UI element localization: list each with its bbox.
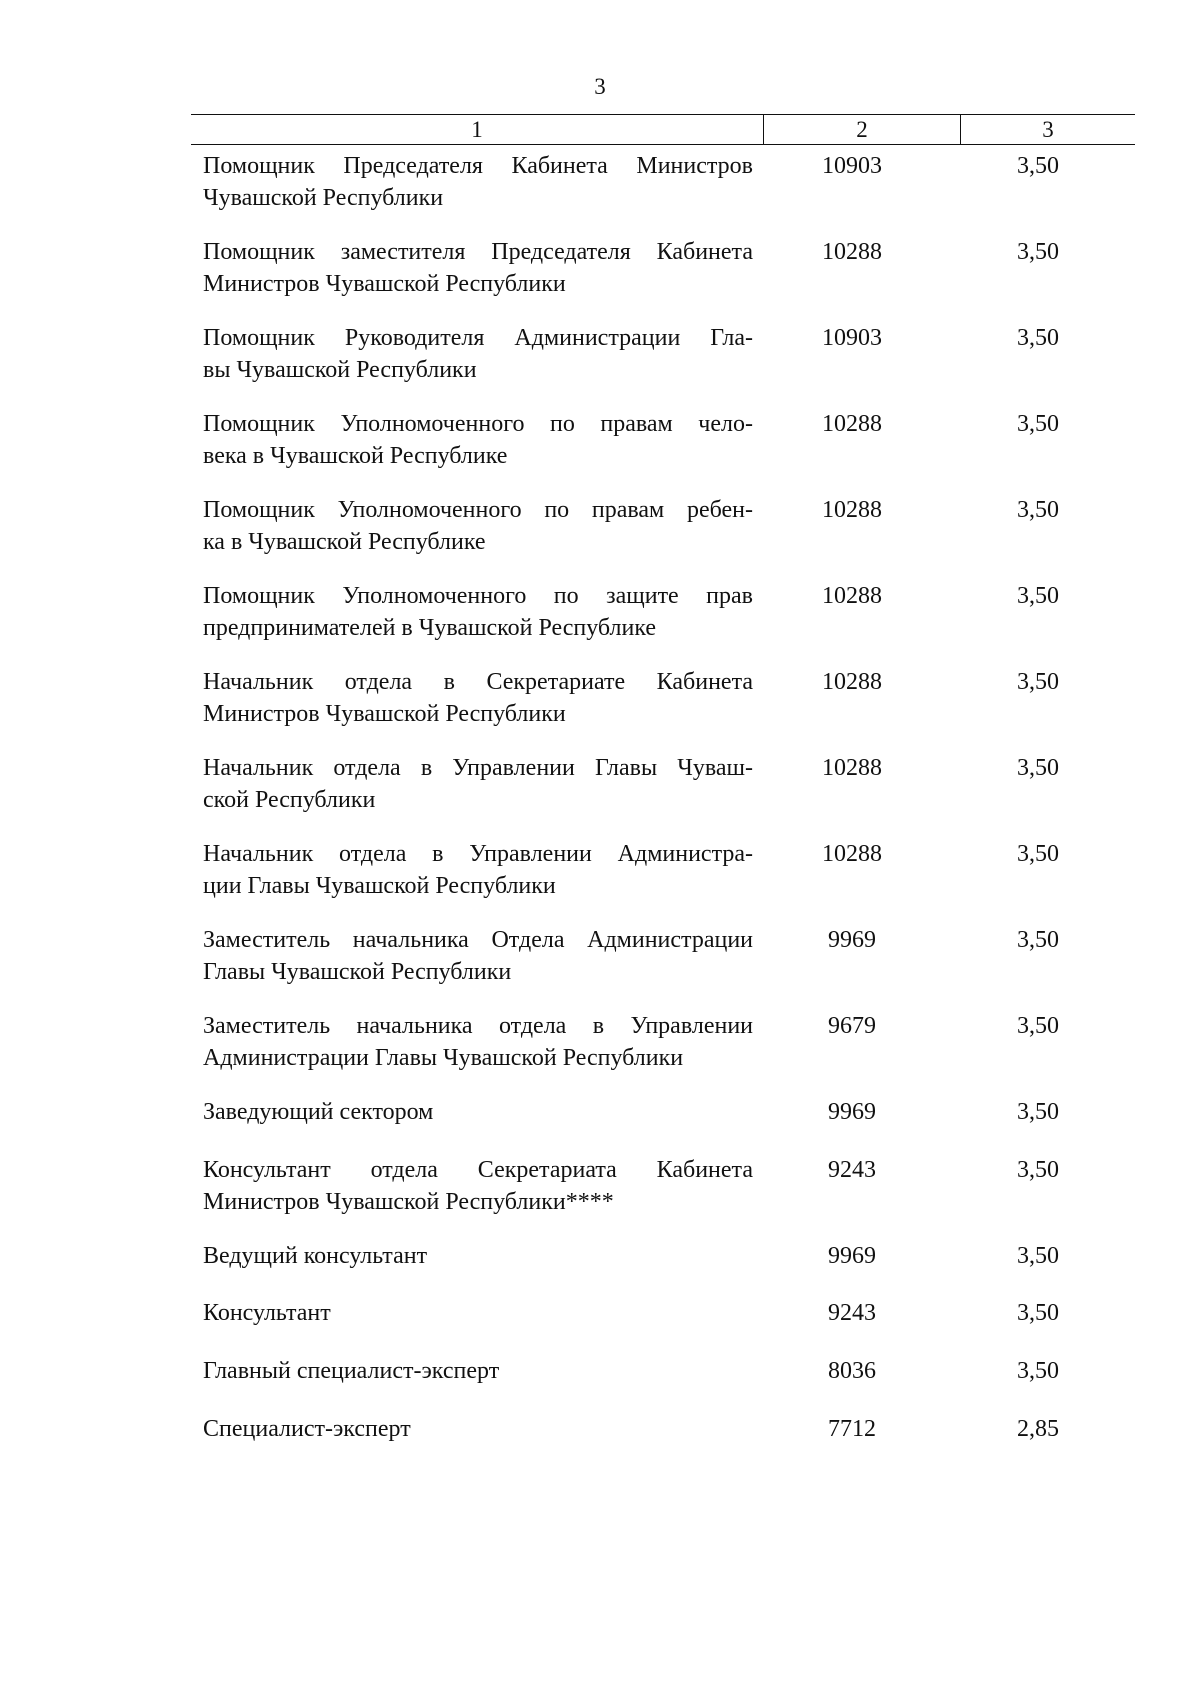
salary-value: 8036 [828,1358,876,1384]
position-name-line: Помощник Уполномоченного по защите прав [203,583,753,609]
coefficient-value: 3,50 [1017,497,1059,523]
coefficient-value: 2,85 [1017,1416,1059,1442]
position-name-line: Помощник заместителя Председателя Кабинета [203,239,753,265]
salary-value: 10288 [822,239,882,265]
position-name-line: Консультант отдела Секретариата Кабинета [203,1157,753,1183]
position-name [203,1297,753,1329]
position-name-line: Специалист-эксперт [203,1416,411,1442]
position-name-line: ской Республики [203,787,376,813]
salary-value: 10903 [822,325,882,351]
position-name-line: Министров Чувашской Республики [203,271,566,297]
salary-value: 9243 [828,1300,876,1326]
position-name-line: предпринимателей в Чувашской Республике [203,615,657,641]
position-name-line: Помощник Руководителя Администрации Гла- [203,325,753,351]
position-name-line: Помощник Уполномоченного по правам ребен- [203,497,753,523]
position-name-line: Начальник отдела в Секретариате Кабинета [203,669,753,695]
position-name-line: Министров Чувашской Республики**** [203,1189,614,1215]
position-name-line: Начальник отдела в Управлении Главы Чуваш- [203,755,753,781]
salary-value: 9969 [828,927,876,953]
salary-value: 9969 [828,1099,876,1125]
position-name-line: Помощник Уполномоченного по правам чело- [203,411,753,437]
coefficient-value: 3,50 [1017,1243,1059,1269]
coefficient-value: 3,50 [1017,1099,1059,1125]
salary-value: 10288 [822,755,882,781]
position-name [203,494,753,558]
position-name-line: Ведущий консультант [203,1243,428,1269]
position-name-line: вы Чувашской Республики [203,357,477,383]
coefficient-value: 3,50 [1017,927,1059,953]
position-name-line: ка в Чувашской Республике [203,529,486,555]
page-number: 3 [594,74,606,99]
position-name-line: Помощник Председателя Кабинета Министров [203,153,753,179]
coefficient-value: 3,50 [1017,153,1059,179]
position-name [203,752,753,816]
coefficient-value: 3,50 [1017,583,1059,609]
position-name [203,408,753,472]
position-name [203,666,753,730]
position-name [203,1413,753,1445]
position-name-line: века в Чувашской Республике [203,443,508,469]
salary-value: 7712 [828,1416,876,1442]
position-name [203,1154,753,1218]
position-name [203,1096,753,1128]
salary-value: 10288 [822,497,882,523]
coefficient-value: 3,50 [1017,1358,1059,1384]
salary-value: 10288 [822,841,882,867]
position-name-line: Консультант [203,1300,331,1326]
position-name-line: Заведующий сектором [203,1099,434,1125]
position-name-line: Главы Чувашской Республики [203,959,512,985]
coefficient-value: 3,50 [1017,1013,1059,1039]
salary-value: 10288 [822,583,882,609]
position-name [203,322,753,386]
position-name [203,924,753,988]
coefficient-value: 3,50 [1017,755,1059,781]
position-name-line: Главный специалист-эксперт [203,1358,500,1384]
position-name-line: Чувашской Республики [203,185,444,211]
position-name [203,150,753,214]
coefficient-value: 3,50 [1017,239,1059,265]
salary-value: 9969 [828,1243,876,1269]
position-name [203,236,753,300]
salary-value: 10903 [822,153,882,179]
coefficient-value: 3,50 [1017,1157,1059,1183]
position-name-line: Начальник отдела в Управлении Администра- [203,841,753,867]
salary-value: 10288 [822,669,882,695]
position-name-line: Администрации Главы Чувашской Республики [203,1045,684,1071]
coefficient-value: 3,50 [1017,411,1059,437]
coefficient-value: 3,50 [1017,841,1059,867]
coefficient-value: 3,50 [1017,1300,1059,1326]
position-name-line: Заместитель начальника Отдела Администрации [203,927,753,953]
salary-value: 9679 [828,1013,876,1039]
header-col-1: 1 [471,117,483,142]
coefficient-value: 3,50 [1017,669,1059,695]
position-name [203,1355,753,1387]
position-name [203,1010,753,1074]
position-name [203,580,753,644]
position-name [203,1240,753,1272]
salary-value: 10288 [822,411,882,437]
header-col-2: 2 [763,115,960,144]
position-name-line: ции Главы Чувашской Республики [203,873,556,899]
position-name [203,838,753,902]
coefficient-value: 3,50 [1017,325,1059,351]
position-name-line: Заместитель начальника отдела в Управлении [203,1013,753,1039]
salary-value: 9243 [828,1157,876,1183]
header-col-3: 3 [960,115,1135,144]
position-name-line: Министров Чувашской Республики [203,701,566,727]
